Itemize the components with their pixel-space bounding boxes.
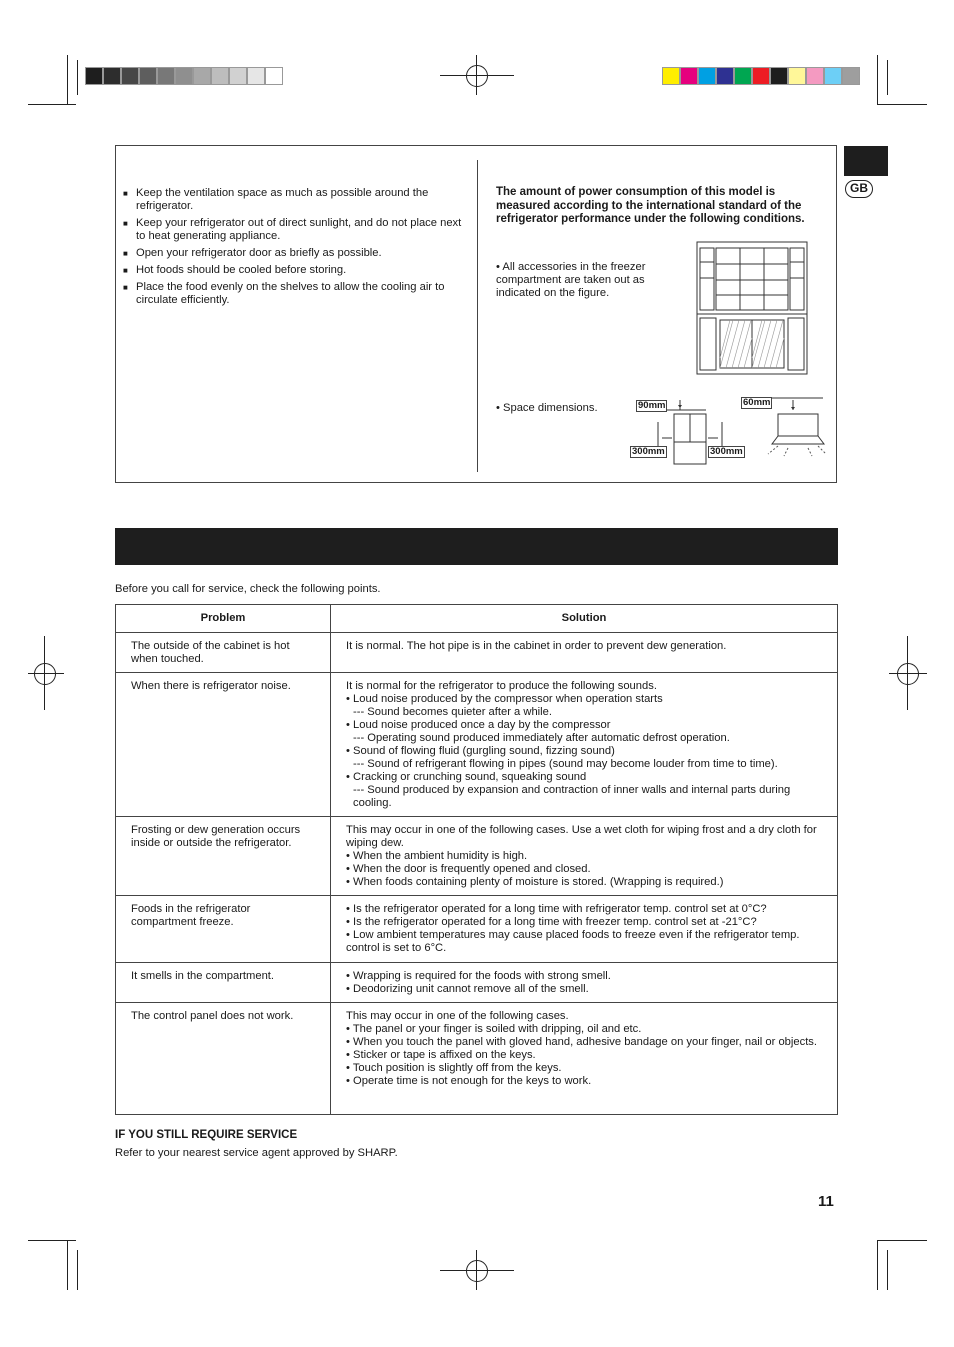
solution-line: --- Sound of refrigerant flowing in pipes (sound may become louder from time to time).: [353, 758, 778, 770]
solution-line: --- Sound becomes quieter after a while.: [353, 706, 552, 718]
tip-item: ■ Keep your refrigerator out of direct sunlight, and do not place next to heat generating appliance.: [123, 217, 468, 243]
language-badge: GB: [845, 180, 873, 198]
solution-line: • Sound of flowing fluid (gurgling sound, fizzing sound): [346, 745, 615, 757]
dim-label-left: 300mm: [632, 446, 665, 457]
problem-cell: When there is refrigerator noise.: [116, 673, 331, 817]
table-row: [116, 896, 838, 963]
solution-line: • Deodorizing unit cannot remove all of the smell.: [346, 983, 589, 995]
table-row: [116, 633, 838, 673]
solution-line: • When you touch the panel with gloved hand, adhesive bandage on your finger, nail or objects.: [346, 1036, 817, 1048]
color-swatch: [121, 67, 139, 85]
color-swatch: [247, 67, 265, 85]
refrigerator-figure: [695, 238, 811, 378]
solution-line: --- Sound produced by expansion and contraction of inner walls and internal parts during cooling.: [353, 784, 794, 809]
tips-divider: [477, 160, 478, 472]
color-bar-process: [662, 67, 860, 85]
solution-line: • Is the refrigerator operated for a long time with refrigerator temp. control set at 0°C?: [346, 903, 767, 915]
service-text: Refer to your nearest service agent approved by SHARP.: [115, 1147, 398, 1159]
solution-cell: [331, 896, 838, 963]
solution-line: • Low ambient temperatures may cause placed foods to freeze even if the refrigerator temp. control is set to 6°C.: [346, 929, 803, 954]
color-swatch: [193, 67, 211, 85]
table-row: [116, 963, 838, 1003]
page-number: 11: [818, 1193, 834, 1210]
color-swatch: [752, 67, 770, 85]
problem-cell: Frosting or dew generation occurs inside or outside the refrigerator.: [116, 817, 331, 896]
color-swatch: [103, 67, 121, 85]
solution-column-header: Solution: [331, 605, 838, 633]
color-bar-gray: [85, 67, 283, 85]
power-consumption-heading: The amount of power consumption of this model is measured according to the international standard of the refrigerator performance under the following conditions.: [496, 186, 805, 225]
section-header-bar: [115, 528, 838, 565]
color-swatch: [824, 67, 842, 85]
solution-line: It is normal for the refrigerator to produce the following sounds.: [346, 680, 657, 692]
solution-line: --- Operating sound produced immediately after automatic defrost operation.: [353, 732, 730, 744]
color-swatch: [770, 67, 788, 85]
problem-column-header: Problem: [116, 605, 331, 633]
color-swatch: [265, 67, 283, 85]
table-header-row: [116, 605, 838, 633]
dim-label-top: 90mm: [638, 400, 666, 411]
solution-line: It is normal. The hot pipe is in the cabinet in order to prevent dew generation.: [346, 640, 727, 652]
solution-line: • When foods containing plenty of moisture is stored. (Wrapping is required.): [346, 876, 724, 888]
color-swatch: [85, 67, 103, 85]
color-swatch: [788, 67, 806, 85]
problem-cell: Foods in the refrigerator compartment freeze.: [116, 896, 331, 963]
tip-item: ■ Keep the ventilation space as much as possible around the refrigerator.: [123, 187, 468, 213]
solution-line: • Is the refrigerator operated for a long time with freezer temp. control set at -21°C?: [346, 916, 757, 928]
color-swatch: [662, 67, 680, 85]
tip-item: ■ Open your refrigerator door as briefly as possible.: [123, 247, 468, 260]
solution-line: • Loud noise produced by the compressor when operation starts: [346, 693, 663, 705]
solution-line: • When the door is frequently opened and closed.: [346, 863, 591, 875]
solution-line: This may occur in one of the following cases.: [346, 1010, 569, 1022]
solution-line: • The panel or your finger is soiled with dripping, oil and etc.: [346, 1023, 642, 1035]
language-tab: [844, 146, 888, 176]
dim-label-right: 300mm: [710, 446, 743, 457]
table-row: [116, 1003, 838, 1115]
color-swatch: [842, 67, 860, 85]
tip-item: ■ Hot foods should be cooled before storing.: [123, 264, 468, 277]
solution-cell: [331, 633, 838, 673]
color-swatch: [698, 67, 716, 85]
solution-line: • Cracking or crunching sound, squeaking sound: [346, 771, 587, 783]
color-swatch: [139, 67, 157, 85]
color-swatch: [157, 67, 175, 85]
solution-cell: [331, 1003, 838, 1115]
solution-line: • When the ambient humidity is high.: [346, 850, 528, 862]
solution-line: • Sticker or tape is affixed on the keys.: [346, 1049, 536, 1061]
solution-cell: [331, 817, 838, 896]
solution-cell: [331, 673, 838, 817]
color-swatch: [175, 67, 193, 85]
color-swatch: [716, 67, 734, 85]
dim-label-top-right: 60mm: [743, 397, 771, 408]
table-row: [116, 673, 838, 817]
freezer-note: • All accessories in the freezer compartment are taken out as indicated on the figure.: [496, 261, 646, 299]
service-heading: IF YOU STILL REQUIRE SERVICE: [115, 1129, 298, 1141]
troubleshooting-intro: Before you call for service, check the following points.: [115, 583, 381, 595]
solution-cell: [331, 963, 838, 1003]
tip-item: ■ Place the food evenly on the shelves to allow the cooling air to circulate efficiently.: [123, 281, 468, 307]
solution-line: • Touch position is slightly off from the keys.: [346, 1062, 562, 1074]
solution-line: This may occur in one of the following cases. Use a wet cloth for wiping frost and a dry cloth for wiping dew.: [346, 824, 820, 849]
color-swatch: [211, 67, 229, 85]
solution-line: • Wrapping is required for the foods with strong smell.: [346, 970, 611, 982]
problem-cell: The control panel does not work.: [116, 1003, 331, 1115]
problem-cell: It smells in the compartment.: [116, 963, 331, 1003]
solution-line: • Loud noise produced once a day by the compressor: [346, 719, 611, 731]
space-dimensions-note: • Space dimensions.: [496, 402, 598, 414]
color-swatch: [806, 67, 824, 85]
color-swatch: [680, 67, 698, 85]
problem-cell: The outside of the cabinet is hot when touched.: [116, 633, 331, 673]
troubleshooting-table: [115, 604, 838, 1115]
table-row: [116, 817, 838, 896]
color-swatch: [229, 67, 247, 85]
color-swatch: [734, 67, 752, 85]
energy-tips-list: [123, 187, 468, 311]
solution-line: • Operate time is not enough for the keys to work.: [346, 1075, 592, 1087]
